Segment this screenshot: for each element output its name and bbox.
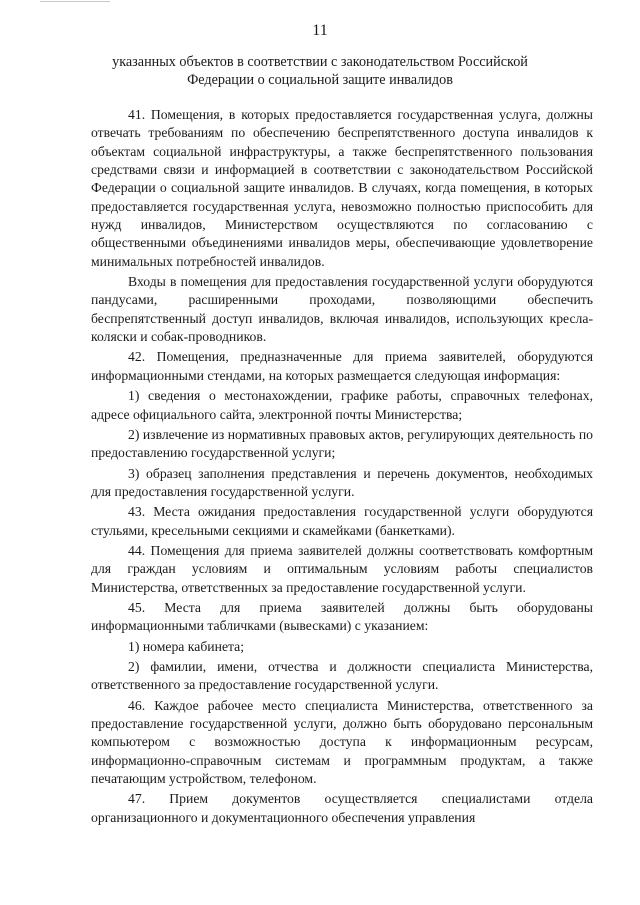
paragraph-42-item-3: 3) образец заполнения представления и перечень документов, необходимых для предоставления государственной услуги.: [91, 465, 593, 499]
paragraph-46: 46. Каждое рабочее место специалиста Министерства, ответственного за предоставление государственной услуги, должно быть оборудовано персональным компьютером с возможностью доступа к информационным ресурсам, информационно-справочным системам и программным продуктам, а также печатающим устройством, телефоном.: [91, 697, 593, 787]
paragraph-45: 45. Места для приема заявителей должны быть оборудованы информационными табличками (вывесками) с указанием:: [91, 599, 593, 634]
paragraph-45-item-2: 2) фамилии, имени, отчества и должности специалиста Министерства, ответственного за предоставление государственной услуги.: [91, 658, 593, 693]
paragraph-42: 42. Помещения, предназначенные для приема заявителей, оборудуются информационными стендами, на которых размещается следующая информация:: [91, 349, 593, 383]
paragraph-45-item-1: 1) номера кабинета;: [128, 638, 245, 654]
paragraph-47: 47. Прием документов осуществляется специалистами отдела организационного и документационного обеспечения управления: [91, 791, 593, 825]
scan-artifact-line: [40, 1, 110, 2]
paragraph-42-item-1: 1) сведения о местонахождении, графике работы, справочных телефонах, адресе официального сайта, электронной почты Министерства;: [91, 388, 593, 422]
document-body: [91, 106, 593, 827]
paragraph-43: 43. Места ожидания предоставления государственной услуги оборудуются стульями, кресельными секциями и скамейками (банкетками).: [91, 504, 593, 538]
paragraph-42-item-2: 2) извлечение из нормативных правовых актов, регулирующих деятельность по предоставлению государственной услуги;: [91, 426, 593, 461]
paragraph-41-entrances: Входы в помещения для предоставления государственной услуги оборудуются пандусами, расширенными проходами, позволяющими обеспечить беспрепятственный доступ инвалидов, включая инвалидов, использующих кресла-коляски и собак-проводников.: [91, 274, 593, 345]
section-heading: указанных объектов в соответствии с законодательством Российской Федерации о социальной защите инвалидов: [112, 54, 528, 89]
paragraph-41: 41. Помещения, в которых предоставляется государственная услуга, должны отвечать требованиям по обеспечению беспрепятственного доступа инвалидов к объектам социальной инфраструктуры, а также беспрепятственного пользования средствами связи и информацией в соответствии с законодательством Российской Федерации о социальной защите инвалидов. В случаях, когда помещения, в которых предоставляется государственная услуга, невозможно полностью приспособить для нужд инвалидов, Министерством осуществляются по согласованию с общественными объединениями инвалидов меры, обеспечивающие удовлетворение минимальных потребностей инвалидов.: [91, 107, 593, 269]
page-number: 11: [312, 22, 328, 39]
paragraph-44: 44. Помещения для приема заявителей должны соответствовать комфортным для граждан условиям и оптимальным условиям работы специалистов Министерства, ответственных за предоставление государственной услуги.: [91, 542, 593, 595]
